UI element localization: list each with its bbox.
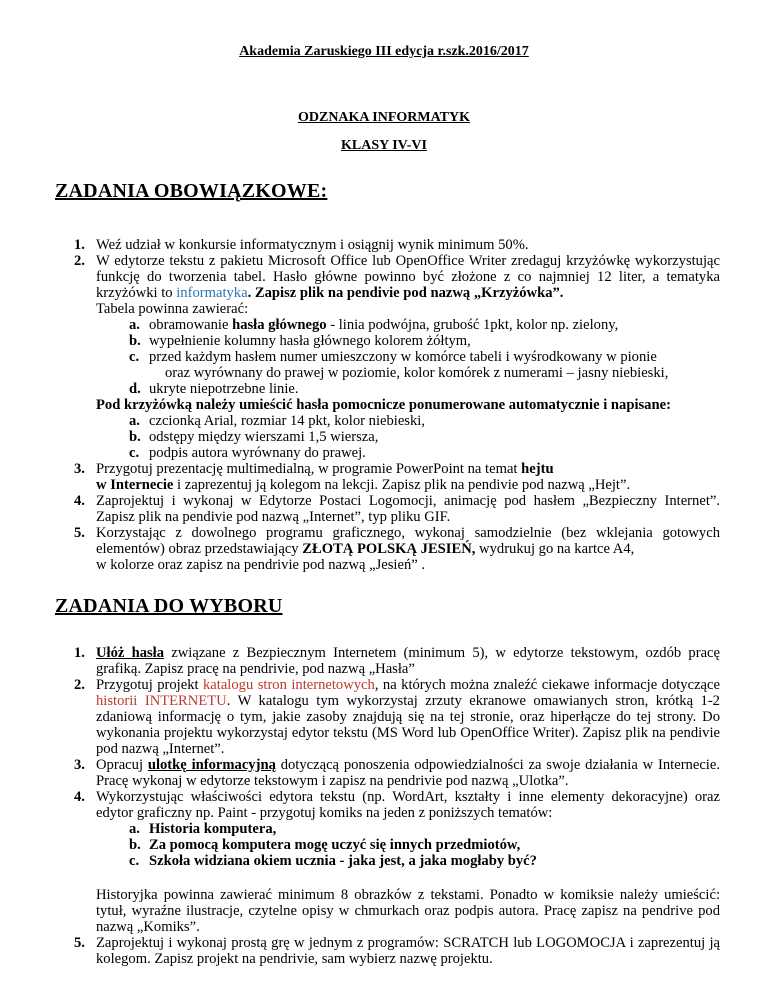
item-text: Korzystając z dowolnego programu graficznego, wykonaj samodzielnie (bez wklejania gotowych elementów) obraz przedstawiający <box>96 525 720 557</box>
item-text-bold: ZŁOTĄ POLSKĄ JESIEŃ, <box>302 541 476 557</box>
sub-heading: Pod krzyżówką należy umieścić hasła pomocnicze ponumerowane automatycznie i napisane: <box>96 397 671 413</box>
optional-heading: ZADANIA DO WYBORU <box>55 595 283 617</box>
sub-item <box>50 429 720 445</box>
item-text: W edytorze tekstu z pakietu Microsoft Office lub OpenOffice Writer zredaguj krzyżówkę wykorzystując funkcję do tworzenia tabel. Hasło główne powinno być złożone z co najmniej 12 liter, a tematyka krzyżówki to <box>96 253 720 301</box>
sub-text: Szkoła widziana okiem ucznia - jaka jest, a jaka mogłaby być? <box>149 853 537 869</box>
item-text: Tabela powinna zawierać: <box>96 301 249 317</box>
item-number: 2. <box>74 677 85 693</box>
item-text-bold: hejtu <box>521 461 554 477</box>
optional-list <box>50 645 720 967</box>
file-name: „Krzyżówka”. <box>473 285 564 301</box>
sub-text: wypełnienie kolumny hasła głównego kolorem żółtym, <box>149 333 471 349</box>
sub-text: oraz wyrównany do prawej w poziomie, kolor komórek z numerami – jasny niebieski, <box>165 365 669 381</box>
item-text: . W katalogu tym wykorzystaj zrzuty ekranowe omawianych stron, krótką 1-2 zdaniową informację o tym, jakie zasoby znajdują się na tej stronie, oraz hiperłącze do tej strony. Do wykonania projektu wykorzystaj edytor tekstu (MS Word lub OpenOffice Writer). Zapisz plik na pendivie pod nazwą „Internet”. <box>96 693 720 757</box>
item-text: Wykorzystując właściwości edytora tekstu (np. WordArt, kształty i inne elementy dekoracyjne) oraz edytor graficzny np. Paint - przygotuj komiks na jeden z poniższych tematów: <box>96 789 720 821</box>
sub-item <box>50 413 720 429</box>
item-number: 4. <box>74 789 85 805</box>
item-text: Przygotuj projekt <box>96 677 203 693</box>
list-item <box>50 253 720 317</box>
catalog-link[interactable]: katalogu stron internetowych <box>203 677 375 693</box>
sub-text: przed każdym hasłem numer umieszczony w komórce tabeli i wyśrodkowany w pionie <box>149 349 657 365</box>
list-item <box>50 525 720 573</box>
sub-text: podpis autora wyrównany do prawej. <box>149 445 366 461</box>
sub-item <box>50 349 720 365</box>
list-item <box>50 757 720 789</box>
list-item <box>50 789 720 821</box>
item-text-bold: Ułóż hasła <box>96 645 165 661</box>
sub-letter: d. <box>129 381 141 397</box>
sub-letter: a. <box>129 317 140 333</box>
item-text: Opracuj <box>96 757 148 773</box>
sub-text: obramowanie <box>149 317 233 333</box>
item-number: 1. <box>74 237 85 253</box>
sub-letter: b. <box>129 333 141 349</box>
item-text-bold: ulotkę informacyjną <box>147 757 276 773</box>
mandatory-heading: ZADANIA OBOWIĄZKOWE: <box>55 180 328 202</box>
list-item <box>50 935 720 967</box>
list-item <box>50 461 720 493</box>
sub-text: Za pomocą komputera mogę uczyć się innych przedmiotów, <box>149 837 521 853</box>
sub-letter: a. <box>129 821 140 837</box>
item-text-bold: w Internecie <box>96 477 174 493</box>
item-number: 2. <box>74 253 85 269</box>
sub-letter: c. <box>129 349 140 365</box>
sub-item <box>50 821 720 837</box>
item-text: Weź udział w konkursie informatycznym i osiągnij wynik minimum 50%. <box>96 237 529 253</box>
list-item <box>50 677 720 757</box>
badge-title: ODZNAKA INFORMATYK <box>297 110 471 125</box>
item-number: 3. <box>74 757 85 773</box>
item-text: . Zapisz plik na pendivie pod nazwą <box>247 285 474 301</box>
item-text: Zaprojektuj i wykonaj prostą grę w jednym z programów: SCRATCH lub LOGOMOCJA i zaprezentuj ją kolegom. Zapisz projekt na pendrivie, sam wybierz nazwę projektu. <box>96 935 720 967</box>
item-text: i zaprezentuj ją kolegom na lekcji. Zapisz plik na pendivie pod nazwą „Hejt”. <box>173 477 631 493</box>
item-number: 5. <box>74 935 85 951</box>
sub-item <box>50 445 720 461</box>
item-text: , na których można znaleźć ciekawe informacje dotyczące <box>374 677 720 693</box>
mandatory-list <box>50 237 720 573</box>
list-item <box>50 493 720 525</box>
sub-item <box>50 381 720 397</box>
sub-letter: c. <box>129 445 140 461</box>
sub-letter: c. <box>129 853 140 869</box>
item-number: 4. <box>74 493 85 509</box>
sub-item <box>50 837 720 853</box>
sub-text: odstępy między wierszami 1,5 wiersza, <box>149 429 379 445</box>
sub-item <box>50 317 720 333</box>
item-number: 5. <box>74 525 85 541</box>
item-text: dotyczącą ponoszenia odpowiedzialności za swoje działania w Internecie. Pracę wykonaj w edytorze tekstowym i zapisz na pendrivie pod nazwą „Ulotka”. <box>96 757 720 789</box>
history-link[interactable]: historii INTERNETU <box>96 693 227 709</box>
item-text: w kolorze oraz zapisz na pendrivie pod nazwą „Jesień” . <box>96 557 426 573</box>
sub-letter: a. <box>129 413 140 429</box>
sub-text: czcionką Arial, rozmiar 14 pkt, kolor niebieski, <box>149 413 425 429</box>
sub-text: ukryte niepotrzebne linie. <box>149 381 299 397</box>
comic-note: Historyjka powinna zawierać minimum 8 obrazków z tekstami. Ponadto w komiksie należy umieścić: tytuł, wyraźne ilustracje, czytelne opisy w chmurkach oraz podpis autora. Pracę zapisz na pendrive pod nazwą „Komiks”. <box>96 887 720 935</box>
sub-letter: b. <box>129 837 141 853</box>
item-number: 3. <box>74 461 85 477</box>
classes-title: KLASY IV-VI <box>341 138 427 153</box>
sub-text-bold: hasła głównego <box>232 317 327 333</box>
item-number: 1. <box>74 645 85 661</box>
academy-title: Akademia Zaruskiego III edycja r.szk.2016/2017 <box>239 44 529 59</box>
list-item <box>50 237 720 253</box>
informatyka-link[interactable]: informatyka <box>176 285 248 301</box>
sub-item <box>50 853 720 869</box>
sub-letter: b. <box>129 429 141 445</box>
list-item <box>50 645 720 677</box>
item-text: wydrukuj go na kartce A4, <box>475 541 635 557</box>
item-text: związane z Bezpiecznym Internetem (minimum 5), w edytorze tekstowym, ozdób pracę grafiką. Zapisz pracę na pendrivie, pod nazwą „Hasła” <box>96 645 720 677</box>
sub-item <box>50 333 720 349</box>
item-text: Zaprojektuj i wykonaj w Edytorze Postaci Logomocji, animację pod hasłem „Bezpieczny Internet”. Zapisz plik na pendivie pod nazwą „Internet”, typ pliku GIF. <box>96 493 720 525</box>
sub-text: - linia podwójna, grubość 1pkt, kolor np. zielony, <box>326 317 619 333</box>
sub-text: Historia komputera, <box>149 821 277 837</box>
item-text: Przygotuj prezentację multimedialną, w programie PowerPoint na temat <box>96 461 522 477</box>
